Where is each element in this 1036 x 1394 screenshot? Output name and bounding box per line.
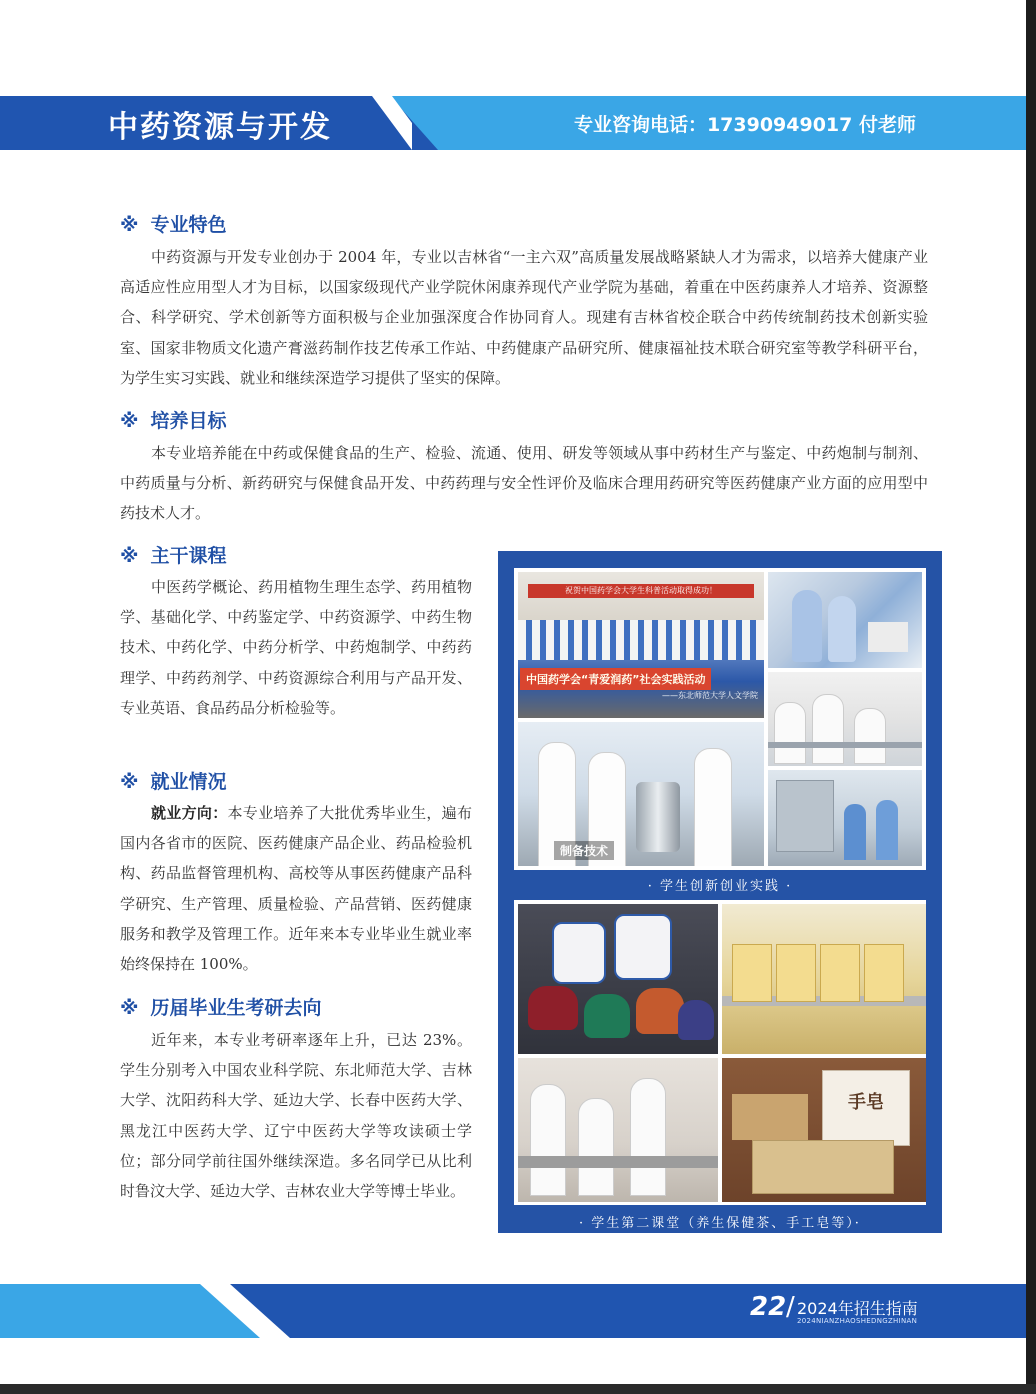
- caption-innovation: · 学生创新创业实践 ·: [647, 879, 793, 894]
- section-title-features: ※ 专业特色: [120, 214, 227, 236]
- group-banner-top: 祝贺中国药学会大学生科普活动取得成功！: [528, 584, 754, 598]
- preparation-tech-tag: 制备技术: [554, 841, 614, 860]
- footer-bar-light: [0, 1284, 260, 1338]
- classroom-photo: [518, 1058, 718, 1202]
- students-row: [518, 620, 764, 660]
- employment-body: 本专业培养了大批优秀毕业生，遍布国内各省市的医院、医药健康产品企业、药品检验机构、药品监督管理机构、高校等从事医药健康产品科学研究、生产管理、质量检验、产品营销、医药健康服务和教学及管理工作。近年来本专业毕业生就业率始终保持在 100%。: [120, 804, 472, 974]
- soap-label: 手皂: [848, 1092, 884, 1113]
- photo-panel: [498, 551, 942, 1233]
- page-number: 22: [750, 1292, 787, 1322]
- group-banner-sub: ——东北师范大学人文学院: [662, 691, 758, 700]
- goals-paragraph: 本专业培养能在中药或保健食品的生产、检验、流通、使用、研发等领域从事中药材生产与鉴定、中药炮制与制剂、中药质量与分析、新药研究与保健食品开发、中药药理与安全性评价及临床合理用药研究等医药健康产业方面的应用型中药技术人才。: [120, 444, 928, 523]
- employment-lead: 就业方向：: [151, 804, 228, 822]
- cleanroom-photo: [768, 572, 922, 668]
- page-title: 中药资源与开发: [108, 110, 332, 145]
- tea-packages-photo: [722, 904, 926, 1054]
- sachets-photo: [518, 904, 718, 1054]
- lab-bench-photo: [768, 672, 922, 766]
- group-photo: [518, 572, 764, 718]
- reference-mark-icon: ※: [120, 997, 139, 1019]
- courses-paragraph: 中医药学概论、药用植物生理生态学、药用植物学、基础化学、中药鉴定学、中药资源学、中药生物技术、中药化学、中药分析学、中药炮制学、中药药理学、中药药剂学、中药资源综合利用与产品开发、专业英语、食品药品分析检验等。: [120, 578, 472, 717]
- consult-phone: 专业咨询电话：17390949017 付老师: [573, 114, 916, 136]
- reference-mark-icon: ※: [120, 771, 139, 793]
- group-banner-red: 中国药学会“青爱润药”社会实践活动: [520, 668, 711, 690]
- graduate-study-paragraph: 近年来，本专业考研率逐年上升，已达 23%。学生分别考入中国农业科学院、东北师范大学、吉林大学、沈阳药科大学、延边大学、长春中医药大学、黑龙江中医药大学、辽宁中医药大学等攻读硕士学位；部分同学前往国外继续深造。多名同学已从比利时鲁汶大学、延边大学、吉林农业大学等博士毕业。: [120, 1031, 472, 1201]
- section-title-graduate-study: ※ 历届毕业生考研去向: [120, 997, 322, 1019]
- page-footer: [0, 1284, 1026, 1338]
- features-paragraph: 中药资源与开发专业创办于 2004 年，专业以吉林省“一主六双”高质量发展战略紧缺人才为需求，以培养大健康产业高适应性应用型人才为目标，以国家级现代产业学院休闲康养现代产业学院为基础，着重在中医药康养人才培养、资源整合、科学研究、学术创新等方面积极与企业加强深度合作协同育人。现建有吉林省校企联合中药传统制药技术创新实验室、国家非物质文化遗产膏滋药制作技艺传承工作站、中药健康产品研究所、健康福祉技术联合研究室等教学科研平台，为学生实习实践、就业和继续深造学习提供了坚实的保障。: [120, 248, 928, 387]
- section-title-courses: ※ 主干课程: [120, 545, 227, 567]
- preparation-tech-photo: [518, 722, 764, 866]
- guide-title: 2024年招生指南: [797, 1299, 918, 1318]
- caption-second-classroom: · 学生第二课堂（养生保健茶、手工皂等）·: [579, 1216, 861, 1231]
- right-edge: [1026, 0, 1036, 1394]
- reference-mark-icon: ※: [120, 545, 139, 567]
- section-title-employment: ※ 就业情况: [120, 771, 227, 793]
- footer-slash: /: [786, 1292, 795, 1322]
- employment-paragraph: [120, 798, 472, 979]
- handmade-soap-photo: [722, 1058, 926, 1202]
- bottom-edge: [0, 1384, 1036, 1394]
- production-line-photo: [768, 770, 922, 866]
- page-header: [0, 96, 1026, 150]
- reference-mark-icon: ※: [120, 410, 139, 432]
- reference-mark-icon: ※: [120, 214, 139, 236]
- section-title-goals: ※ 培养目标: [120, 410, 227, 432]
- guide-pinyin: 2024NIANZHAOSHEDNGZHINAN: [797, 1317, 918, 1325]
